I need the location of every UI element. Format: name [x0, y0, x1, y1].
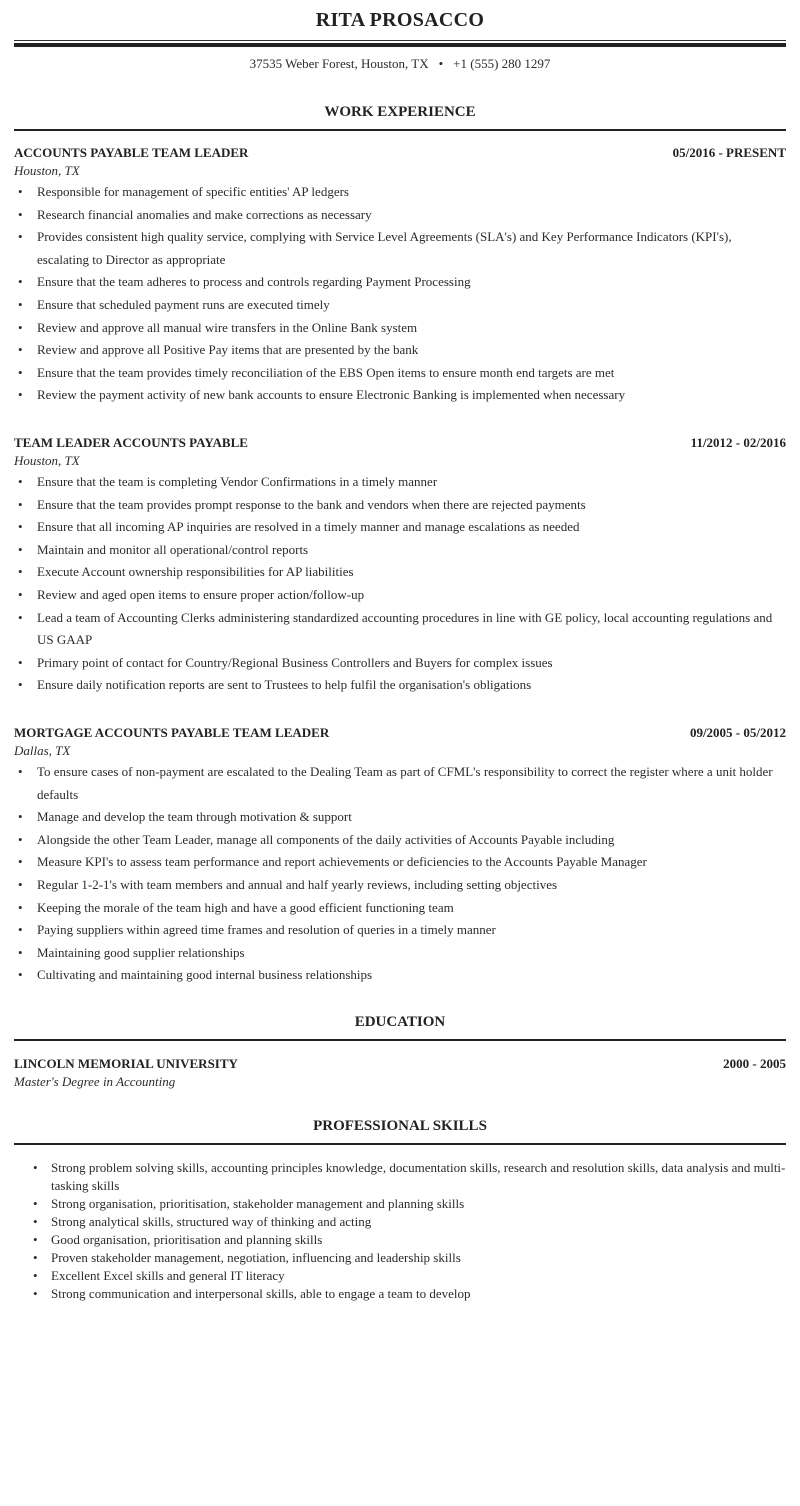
job-location: Houston, TX [14, 453, 80, 468]
job-bullet: • Review the payment activity of new bank accounts to ensure Electronic Banking is implemented when necessary [14, 384, 786, 407]
job-bullet: • Maintaining good supplier relationships [14, 942, 786, 965]
section-title: WORK EXPERIENCE [324, 104, 476, 120]
job-bullet: • Ensure that the team is completing Vendor Confirmations in a timely manner [14, 471, 786, 494]
job-bullet: • Maintain and monitor all operational/control reports [14, 539, 786, 562]
job-bullet: • Research financial anomalies and make corrections as necessary [14, 204, 786, 227]
job-bullets [14, 471, 786, 697]
job-bullet: • Primary point of contact for Country/Regional Business Controllers and Buyers for complex issues [14, 652, 786, 675]
education-dates: 2000 - 2005 [723, 1056, 786, 1071]
job-header [14, 724, 786, 742]
job-bullet: • Provides consistent high quality service, complying with Service Level Agreements (SLA's) and Key Performance Indicators (KPI's), escalating to Director as appropriate [14, 226, 786, 271]
job-bullet: • Ensure that the team provides timely reconciliation of the EBS Open items to ensure month end targets are met [14, 362, 786, 385]
skill-item: • Good organisation, prioritisation and planning skills [14, 1231, 786, 1249]
school-name: LINCOLN MEMORIAL UNIVERSITY [14, 1056, 238, 1071]
job-bullet: • Review and approve all manual wire transfers in the Online Bank system [14, 317, 786, 340]
section-divider [14, 1143, 786, 1145]
job-bullet: • Keeping the morale of the team high and have a good efficient functioning team [14, 897, 786, 920]
job-dates: 09/2005 - 05/2012 [689, 725, 786, 740]
job-bullets [14, 181, 786, 407]
job-dates: 05/2016 - PRESENT [672, 145, 786, 160]
job-location: Houston, TX [14, 163, 80, 178]
skill-item: • Strong organisation, prioritisation, stakeholder management and planning skills [14, 1195, 786, 1213]
address: 37535 Weber Forest, Houston, TX [249, 56, 429, 71]
job-bullet: • Review and aged open items to ensure proper action/follow-up [14, 584, 786, 607]
job-bullet: • Paying suppliers within agreed time frames and resolution of queries in a timely manner [14, 919, 786, 942]
skills-section [14, 1116, 786, 1303]
job-entry [14, 144, 786, 407]
job-bullet: • Alongside the other Team Leader, manage all components of the daily activities of Accounts Payable including [14, 829, 786, 852]
job-header [14, 144, 786, 162]
job-bullet: • To ensure cases of non-payment are escalated to the Dealing Team as part of CFML's responsibility to correct the register where a unit holder defaults [14, 761, 786, 806]
skill-item: • Strong communication and interpersonal skills, able to engage a team to develop [14, 1285, 786, 1303]
section-title: PROFESSIONAL SKILLS [313, 1118, 487, 1134]
job-title: TEAM LEADER ACCOUNTS PAYABLE [14, 435, 248, 450]
skill-item: • Strong analytical skills, structured way of thinking and acting [14, 1213, 786, 1231]
job-title: MORTGAGE ACCOUNTS PAYABLE TEAM LEADER [14, 725, 330, 740]
job-entry [14, 724, 786, 987]
job-bullet: • Execute Account ownership responsibilities for AP liabilities [14, 561, 786, 584]
header-divider-thick [14, 43, 786, 47]
section-title: EDUCATION [354, 1014, 446, 1030]
job-header [14, 434, 786, 452]
job-bullet: • Lead a team of Accounting Clerks administering standardized accounting procedures in line with GE policy, local accounting regulations and US GAAP [14, 607, 786, 652]
skill-item: • Excellent Excel skills and general IT literacy [14, 1267, 786, 1285]
section-divider [14, 1039, 786, 1041]
job-bullet: • Measure KPI's to assess team performance and report achievements or deficiencies to the Accounts Payable Manager [14, 851, 786, 874]
job-title: ACCOUNTS PAYABLE TEAM LEADER [14, 145, 249, 160]
separator: • [438, 56, 444, 71]
contact-line [14, 56, 786, 72]
candidate-name: RITA PROSACCO [315, 9, 485, 31]
section-divider [14, 129, 786, 131]
job-bullet: • Review and approve all Positive Pay items that are presented by the bank [14, 339, 786, 362]
education-section [14, 1012, 786, 1091]
job-bullet: • Responsible for management of specific entities' AP ledgers [14, 181, 786, 204]
job-bullet: • Ensure that the team adheres to process and controls regarding Payment Processing [14, 271, 786, 294]
job-bullet: • Manage and develop the team through motivation & support [14, 806, 786, 829]
degree: Master's Degree in Accounting [14, 1074, 176, 1089]
job-bullet: • Ensure that scheduled payment runs are executed timely [14, 294, 786, 317]
job-dates: 11/2012 - 02/2016 [690, 435, 786, 450]
education-header [14, 1055, 786, 1073]
job-entry [14, 434, 786, 697]
job-bullet: • Regular 1-2-1's with team members and annual and half yearly reviews, including setting objectives [14, 874, 786, 897]
skill-item: • Proven stakeholder management, negotiation, influencing and leadership skills [14, 1249, 786, 1267]
job-bullet: • Cultivating and maintaining good internal business relationships [14, 964, 786, 987]
job-bullet: • Ensure that the team provides prompt response to the bank and vendors when there are rejected payments [14, 494, 786, 517]
phone: +1 (555) 280 1297 [453, 56, 551, 71]
job-location: Dallas, TX [14, 743, 71, 758]
header-divider-thin [14, 40, 786, 41]
work-experience-section [14, 102, 786, 131]
skill-item: • Strong problem solving skills, accounting principles knowledge, documentation skills, research and resolution skills, data analysis and multi-tasking skills [14, 1159, 786, 1195]
job-bullet: • Ensure daily notification reports are sent to Trustees to help fulfil the organisation's obligations [14, 674, 786, 697]
job-bullet: • Ensure that all incoming AP inquiries are resolved in a timely manner and manage escalations as needed [14, 516, 786, 539]
job-bullets [14, 761, 786, 987]
skills-list [14, 1159, 786, 1303]
